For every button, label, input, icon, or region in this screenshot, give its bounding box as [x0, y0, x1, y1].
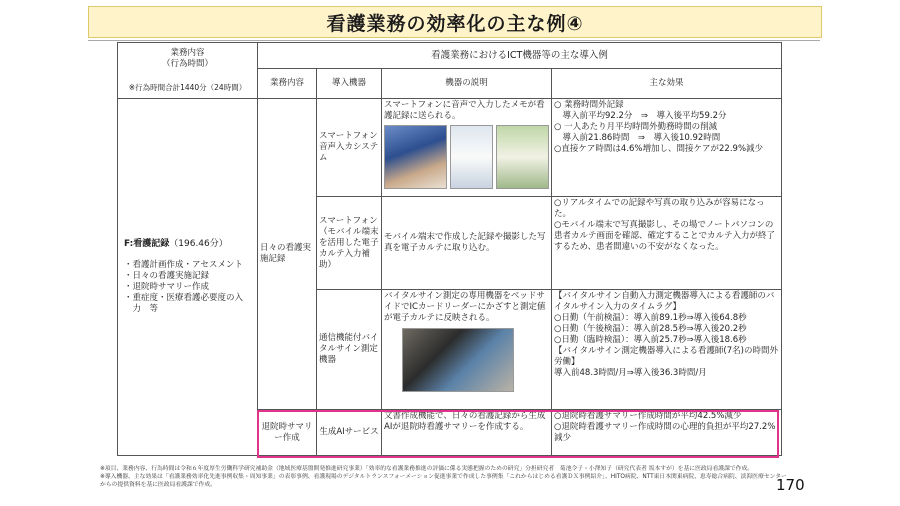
device-vital-sign: 通信機能付バイタルサイン測定機器	[317, 290, 382, 410]
laptop-photo	[402, 328, 514, 392]
desc-mobile-terminal: モバイル端末で作成した記録や撮影した写真を電子カルテに取り込む。	[382, 197, 552, 290]
device-mobile-terminal: スマートフォン（モバイル端末を活用した電子カルテ入力補助）	[317, 197, 382, 290]
divider	[88, 40, 820, 41]
task-discharge-summary: 退院時サマリー作成	[258, 410, 317, 456]
category-item: 力 等	[124, 304, 159, 314]
voice-input-photos	[384, 125, 549, 189]
desc-voice-input	[382, 99, 552, 197]
desc-vital-sign	[382, 290, 552, 410]
category-item: ・看護計画作成・アセスメント	[124, 260, 243, 270]
header-task-label: 業務内容	[170, 48, 205, 58]
effect-line: ○モバイル端末で写真撮影し、その場でノートパソコンの患者カルテ画面を確認、確定することでカルテ入力が終了するため、患者間違いの不安がなくなった。	[554, 220, 776, 252]
col-header-device: 導入機器	[317, 69, 382, 99]
col-header-task: 業務内容	[258, 69, 317, 99]
effect-line: ○直接ケア時間は4.6%増加し、間接ケアが22.9%減少	[554, 144, 764, 154]
footnote: ※導入機器、主な効果は「看護業務効率化先進事例収集・周知事業」の表彰事例、看護現場のデジタルトランスフォーメーション促進事業で作成した事例集「これからはじめる看護ＤＸ事例紹介」、HITO病院、NTT東日本関東病院、恵寿総合病院、淡海医療センターからの提供資料を基に医政局看護課で作成。	[100, 474, 787, 488]
effect-line: 導入前48.3時間/月⇒導入後36.3時間/月	[554, 368, 707, 378]
desc-generative-ai: 文書作成機能で、日々の看護記録から生成AIが退院時看護サマリーを作成する。	[382, 410, 552, 456]
header-task-time	[118, 43, 258, 99]
page-number: 170	[776, 476, 805, 494]
effect-line: 【バイタルサイン自動入力測定機器導入による看護師のバイタルサイン入力のタイムラグ】	[554, 291, 775, 312]
device-voice-input: スマートフォン 音声入カシステム	[317, 99, 382, 197]
effect-line: ○ 業務時間外記録	[554, 100, 624, 110]
footnote: ※項目、業務内容、行為時間は令和６年度厚生労働科学研究補助金（地域医療基盤開発推進研究事業）「効率的な看護業務推進の評価に係る実態把握のための研究」分担研究者 菊池令子・小澤知子（研究代表者 坂本すが）を基に医政局看護課で作成。	[100, 466, 754, 472]
effect-line: ○退院時看護サマリー作成時間の心理的負担が平均27.2%減少	[554, 422, 776, 443]
effect-line: 【バイタルサイン測定機器導入による看護師(7名)の時間外労働】	[554, 346, 778, 367]
effect-mobile-terminal	[552, 197, 782, 290]
header-time-label: （行為時間）	[161, 59, 213, 69]
category-item-list	[124, 260, 251, 315]
header-time-note: ※行為時間合計1440分（24時間）	[128, 83, 247, 92]
header-ict-examples: 看護業務におけるICT機器等の主な導入例	[258, 43, 782, 69]
effect-line: ○日勤（午後検温）：導入前28.5秒⇒導入後20.2秒	[554, 324, 747, 334]
effect-line: ○退院時看護サマリー作成時間が平均42.5%減少	[554, 411, 742, 421]
effect-generative-ai	[552, 410, 782, 456]
slide-title: 看護業務の効率化の主な例④	[88, 6, 822, 38]
effect-voice-input	[552, 99, 782, 197]
category-nursing-records	[118, 99, 258, 456]
desc-text: スマートフォンに音声で入力したメモが看護記録に送られる。	[384, 100, 545, 121]
category-title: F:看護記録（196.46分）	[124, 239, 228, 249]
col-header-description: 機器の説明	[382, 69, 552, 99]
effect-line: ○日勤（臨時検温）：導入前25.7秒⇒導入後18.6秒	[554, 335, 747, 345]
ict-examples-table	[117, 42, 782, 456]
effect-line: ○リアルタイムでの記録や写真の取り込みが容易になった。	[554, 198, 765, 219]
effect-line: ○日勤（午前検温）：導入前89.1秒⇒導入後64.8秒	[554, 313, 747, 323]
app-screen-photo	[450, 125, 493, 189]
effect-line: 導入前21.86時間 ⇒ 導入後10.92時間	[554, 133, 721, 143]
nurse-smartphone-photo	[384, 125, 447, 189]
col-header-effect: 主な効果	[552, 69, 782, 99]
category-item: ・重症度・医療看護必要度の入	[124, 293, 244, 303]
effect-line: 導入前平均92.2分 ⇒ 導入後平均59.2分	[554, 111, 727, 121]
task-daily-records: 日々の看護実施記録	[258, 99, 317, 410]
category-item: ・日々の看護実施記録	[124, 271, 210, 281]
effect-line: ○ 一人あたり月平均時間外勤務時間の削減	[554, 122, 718, 132]
app-screen-photo-2	[496, 125, 549, 189]
device-generative-ai: 生成AIサービス	[317, 410, 382, 456]
effect-vital-sign	[552, 290, 782, 410]
category-item: ・退院時サマリー作成	[124, 282, 210, 292]
footnotes	[100, 465, 790, 489]
desc-text: バイタルサイン測定の専用機器をベッドサイドでICカードリーダーにかざすと測定値が電子カルテに反映される。	[384, 291, 546, 323]
